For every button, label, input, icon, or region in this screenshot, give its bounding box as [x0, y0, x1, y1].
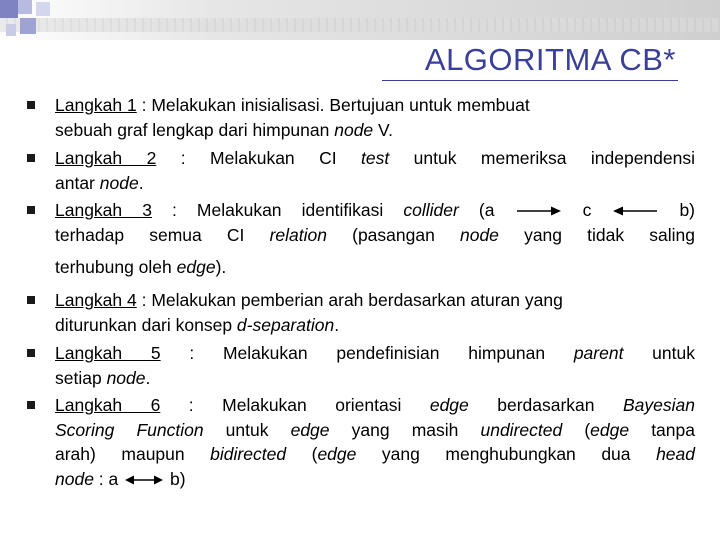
step-5: Langkah 5 : Melakukan pendefinisian himpunan parent untuk setiap node.	[55, 341, 695, 390]
bullet-icon	[27, 101, 35, 109]
header-stripe	[0, 18, 720, 32]
step-label: Langkah 4	[55, 290, 137, 310]
deco-square-5	[6, 24, 16, 36]
step-6: Langkah 6 : Melakukan orientasi edge berdasarkan Bayesian Scoring Function untuk edge yang masih undirected (edge tanpa arah) maupun bidirected (edge yang menghubungkan dua head node : a b)	[55, 393, 695, 491]
arrow-bidirectional-icon	[123, 474, 165, 486]
deco-square-2	[18, 0, 32, 14]
title-underline	[382, 80, 678, 81]
bullet-icon	[27, 154, 35, 162]
step-label: Langkah 6	[55, 395, 161, 415]
deco-square-3	[36, 2, 50, 16]
bullet-icon	[27, 349, 35, 357]
step-label: Langkah 2	[55, 148, 157, 168]
arrow-right-icon	[515, 205, 563, 217]
bullet-icon	[27, 206, 35, 214]
arrow-left-icon	[611, 205, 659, 217]
step-2: Langkah 2 : Melakukan CI test untuk memeriksa independensi antar node.	[55, 146, 695, 195]
slide-title: ALGORITMA CB*	[424, 42, 676, 77]
step-label: Langkah 1	[55, 95, 137, 115]
bullet-icon	[27, 401, 35, 409]
step-text: Melakukan inisialisasi. Bertujuan untuk membuat	[151, 95, 530, 115]
deco-square-1	[0, 0, 18, 18]
step-label: Langkah 3	[55, 200, 152, 220]
step-3: Langkah 3 : Melakukan identifikasi collider (a c b) terhadap semua CI relation (pasangan node yang tidak saling terhubung oleh edge).	[55, 198, 695, 280]
step-4: Langkah 4 : Melakukan pemberian arah berdasarkan aturan yang diturunkan dari konsep d-separation.	[55, 288, 695, 337]
deco-square-4	[20, 18, 36, 34]
step-label: Langkah 5	[55, 343, 161, 363]
step-1: Langkah 1 : Melakukan inisialisasi. Bertujuan untuk membuat sebuah graf lengkap dari himpunan node V.	[55, 93, 695, 142]
bullet-icon	[27, 296, 35, 304]
